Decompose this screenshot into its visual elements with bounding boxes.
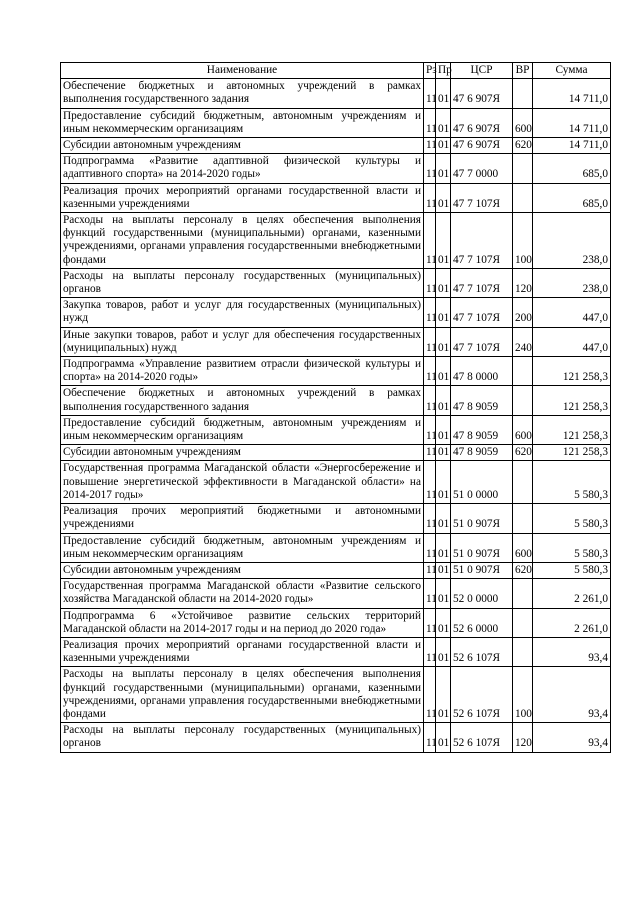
cell-csr: 52 6 0000	[451, 608, 513, 637]
table-row	[61, 108, 611, 137]
cell-sum: 5 580,3	[533, 533, 611, 562]
cell-sum: 238,0	[533, 213, 611, 269]
table-row	[61, 637, 611, 666]
cell-vr	[513, 461, 533, 504]
cell-sum: 5 580,3	[533, 461, 611, 504]
cell-sum: 238,0	[533, 268, 611, 297]
cell-vr: 620	[513, 445, 533, 461]
cell-rz: 11	[424, 298, 436, 327]
table-row	[61, 723, 611, 752]
cell-sum: 121 258,3	[533, 357, 611, 386]
cell-pr: 01	[436, 108, 451, 137]
cell-rz: 11	[424, 108, 436, 137]
table-row	[61, 357, 611, 386]
cell-name: Подпрограмма «Управление развитием отрасли физической культуры и спорта» на 2014-2020 годы»	[61, 357, 424, 386]
cell-pr: 01	[436, 445, 451, 461]
cell-vr: 120	[513, 723, 533, 752]
cell-name: Предоставление субсидий бюджетным, автономным учреждениям и иным некоммерческим организациям	[61, 415, 424, 444]
header-csr: ЦСР	[451, 63, 513, 79]
header-name: Наименование	[61, 63, 424, 79]
cell-rz: 11	[424, 445, 436, 461]
cell-csr: 52 6 107Я	[451, 637, 513, 666]
table-row	[61, 327, 611, 356]
cell-name: Реализация прочих мероприятий органами государственной власти и казенными учреждениями	[61, 183, 424, 212]
cell-sum: 121 258,3	[533, 415, 611, 444]
cell-pr: 01	[436, 138, 451, 154]
cell-vr: 120	[513, 268, 533, 297]
cell-name: Предоставление субсидий бюджетным, автономным учреждениям и иным некоммерческим организациям	[61, 533, 424, 562]
cell-pr: 01	[436, 637, 451, 666]
cell-name: Предоставление субсидий бюджетным, автономным учреждениям и иным некоммерческим организациям	[61, 108, 424, 137]
cell-pr: 01	[436, 213, 451, 269]
cell-vr: 620	[513, 138, 533, 154]
cell-vr	[513, 154, 533, 183]
cell-csr: 51 0 0000	[451, 461, 513, 504]
cell-name: Государственная программа Магаданской области «Энергосбережение и повышение энергетической эффективности в Магаданской области» на 2014-2017 годы»	[61, 461, 424, 504]
header-rz: Рз	[424, 63, 436, 79]
cell-rz: 11	[424, 667, 436, 723]
cell-sum: 685,0	[533, 154, 611, 183]
cell-pr: 01	[436, 183, 451, 212]
cell-csr: 47 6 907Я	[451, 79, 513, 108]
cell-rz: 11	[424, 138, 436, 154]
cell-rz: 11	[424, 608, 436, 637]
cell-pr: 01	[436, 327, 451, 356]
cell-csr: 51 0 907Я	[451, 504, 513, 533]
cell-pr: 01	[436, 723, 451, 752]
cell-name: Иные закупки товаров, работ и услуг для обеспечения государственных (муниципальных) нужд	[61, 327, 424, 356]
cell-csr: 47 7 107Я	[451, 298, 513, 327]
cell-name: Реализация прочих мероприятий бюджетными и автономными учреждениями	[61, 504, 424, 533]
cell-csr: 47 7 107Я	[451, 327, 513, 356]
cell-name: Реализация прочих мероприятий органами государственной власти и казенными учреждениями	[61, 637, 424, 666]
cell-csr: 47 7 107Я	[451, 213, 513, 269]
cell-sum: 685,0	[533, 183, 611, 212]
cell-vr	[513, 386, 533, 415]
cell-vr: 100	[513, 213, 533, 269]
cell-pr: 01	[436, 268, 451, 297]
cell-vr: 240	[513, 327, 533, 356]
table-row	[61, 154, 611, 183]
cell-sum: 447,0	[533, 327, 611, 356]
cell-pr: 01	[436, 608, 451, 637]
table-row	[61, 138, 611, 154]
cell-vr	[513, 79, 533, 108]
cell-sum: 121 258,3	[533, 386, 611, 415]
cell-csr: 52 6 107Я	[451, 723, 513, 752]
cell-vr: 620	[513, 562, 533, 578]
table-row	[61, 504, 611, 533]
cell-pr: 01	[436, 298, 451, 327]
cell-rz: 11	[424, 723, 436, 752]
cell-name: Государственная программа Магаданской области «Развитие сельского хозяйства Магаданской области на 2014-2020 годы»	[61, 579, 424, 608]
table-row	[61, 213, 611, 269]
cell-pr: 01	[436, 461, 451, 504]
table-row	[61, 298, 611, 327]
cell-vr	[513, 608, 533, 637]
table-row	[61, 533, 611, 562]
cell-rz: 11	[424, 79, 436, 108]
cell-vr: 600	[513, 533, 533, 562]
cell-csr: 52 6 107Я	[451, 667, 513, 723]
budget-table	[60, 62, 611, 753]
cell-rz: 11	[424, 327, 436, 356]
cell-sum: 93,4	[533, 667, 611, 723]
cell-rz: 11	[424, 504, 436, 533]
cell-name: Расходы на выплаты персоналу государственных (муниципальных) органов	[61, 268, 424, 297]
cell-sum: 5 580,3	[533, 562, 611, 578]
cell-rz: 11	[424, 183, 436, 212]
table-row	[61, 461, 611, 504]
cell-sum: 14 711,0	[533, 108, 611, 137]
cell-pr: 01	[436, 386, 451, 415]
table-row	[61, 608, 611, 637]
table-row	[61, 79, 611, 108]
header-row	[61, 63, 611, 79]
cell-name: Закупка товаров, работ и услуг для государственных (муниципальных) нужд	[61, 298, 424, 327]
cell-vr	[513, 183, 533, 212]
cell-rz: 11	[424, 415, 436, 444]
table-row	[61, 579, 611, 608]
cell-name: Подпрограмма «Развитие адаптивной физической культуры и адаптивного спорта» на 2014-2020 годы»	[61, 154, 424, 183]
cell-name: Обеспечение бюджетных и автономных учреждений в рамках выполнения государственного задания	[61, 386, 424, 415]
cell-rz: 11	[424, 213, 436, 269]
cell-csr: 47 7 0000	[451, 154, 513, 183]
cell-csr: 47 6 907Я	[451, 108, 513, 137]
table-row	[61, 415, 611, 444]
cell-vr: 600	[513, 415, 533, 444]
header-sum: Сумма	[533, 63, 611, 79]
table-row	[61, 183, 611, 212]
cell-rz: 11	[424, 268, 436, 297]
cell-csr: 47 6 907Я	[451, 138, 513, 154]
table-row	[61, 562, 611, 578]
cell-csr: 52 0 0000	[451, 579, 513, 608]
cell-vr: 600	[513, 108, 533, 137]
cell-pr: 01	[436, 579, 451, 608]
cell-vr: 200	[513, 298, 533, 327]
cell-pr: 01	[436, 154, 451, 183]
cell-rz: 11	[424, 637, 436, 666]
cell-pr: 01	[436, 79, 451, 108]
cell-vr	[513, 579, 533, 608]
cell-vr	[513, 637, 533, 666]
cell-name: Расходы на выплаты персоналу в целях обеспечения выполнения функций государственными (муниципальными) органами, казенными учреждениями, органами управления государственными внебюджетными фондами	[61, 213, 424, 269]
cell-name: Субсидии автономным учреждениям	[61, 562, 424, 578]
cell-name: Расходы на выплаты персоналу государственных (муниципальных) органов	[61, 723, 424, 752]
header-pr: Пр	[436, 63, 451, 79]
cell-vr: 100	[513, 667, 533, 723]
table-row	[61, 268, 611, 297]
cell-rz: 11	[424, 579, 436, 608]
cell-sum: 14 711,0	[533, 79, 611, 108]
cell-name: Подпрограмма 6 «Устойчивое развитие сельских территорий Магаданской области на 2014-2017 годы и на период до 2020 года»	[61, 608, 424, 637]
cell-sum: 5 580,3	[533, 504, 611, 533]
table-row	[61, 445, 611, 461]
table-row	[61, 386, 611, 415]
cell-pr: 01	[436, 667, 451, 723]
cell-pr: 01	[436, 562, 451, 578]
cell-sum: 121 258,3	[533, 445, 611, 461]
cell-csr: 47 8 9059	[451, 415, 513, 444]
cell-csr: 47 8 9059	[451, 386, 513, 415]
cell-csr: 51 0 907Я	[451, 533, 513, 562]
cell-sum: 14 711,0	[533, 138, 611, 154]
cell-sum: 2 261,0	[533, 579, 611, 608]
cell-rz: 11	[424, 562, 436, 578]
cell-rz: 11	[424, 533, 436, 562]
cell-rz: 11	[424, 386, 436, 415]
cell-rz: 11	[424, 461, 436, 504]
cell-csr: 51 0 907Я	[451, 562, 513, 578]
table-body	[61, 79, 611, 752]
cell-pr: 01	[436, 357, 451, 386]
cell-sum: 93,4	[533, 637, 611, 666]
cell-rz: 11	[424, 154, 436, 183]
cell-name: Расходы на выплаты персоналу в целях обеспечения выполнения функций государственными (муниципальными) органами, казенными учреждениями, органами управления государственными внебюджетными фондами	[61, 667, 424, 723]
cell-sum: 447,0	[533, 298, 611, 327]
cell-csr: 47 7 107Я	[451, 268, 513, 297]
cell-csr: 47 7 107Я	[451, 183, 513, 212]
cell-rz: 11	[424, 357, 436, 386]
cell-csr: 47 8 9059	[451, 445, 513, 461]
cell-name: Обеспечение бюджетных и автономных учреждений в рамках выполнения государственного задания	[61, 79, 424, 108]
cell-pr: 01	[436, 533, 451, 562]
header-vr: ВР	[513, 63, 533, 79]
cell-csr: 47 8 0000	[451, 357, 513, 386]
cell-vr	[513, 357, 533, 386]
table-row	[61, 667, 611, 723]
cell-vr	[513, 504, 533, 533]
cell-name: Субсидии автономным учреждениям	[61, 445, 424, 461]
cell-sum: 93,4	[533, 723, 611, 752]
cell-sum: 2 261,0	[533, 608, 611, 637]
cell-name: Субсидии автономным учреждениям	[61, 138, 424, 154]
cell-pr: 01	[436, 504, 451, 533]
cell-pr: 01	[436, 415, 451, 444]
